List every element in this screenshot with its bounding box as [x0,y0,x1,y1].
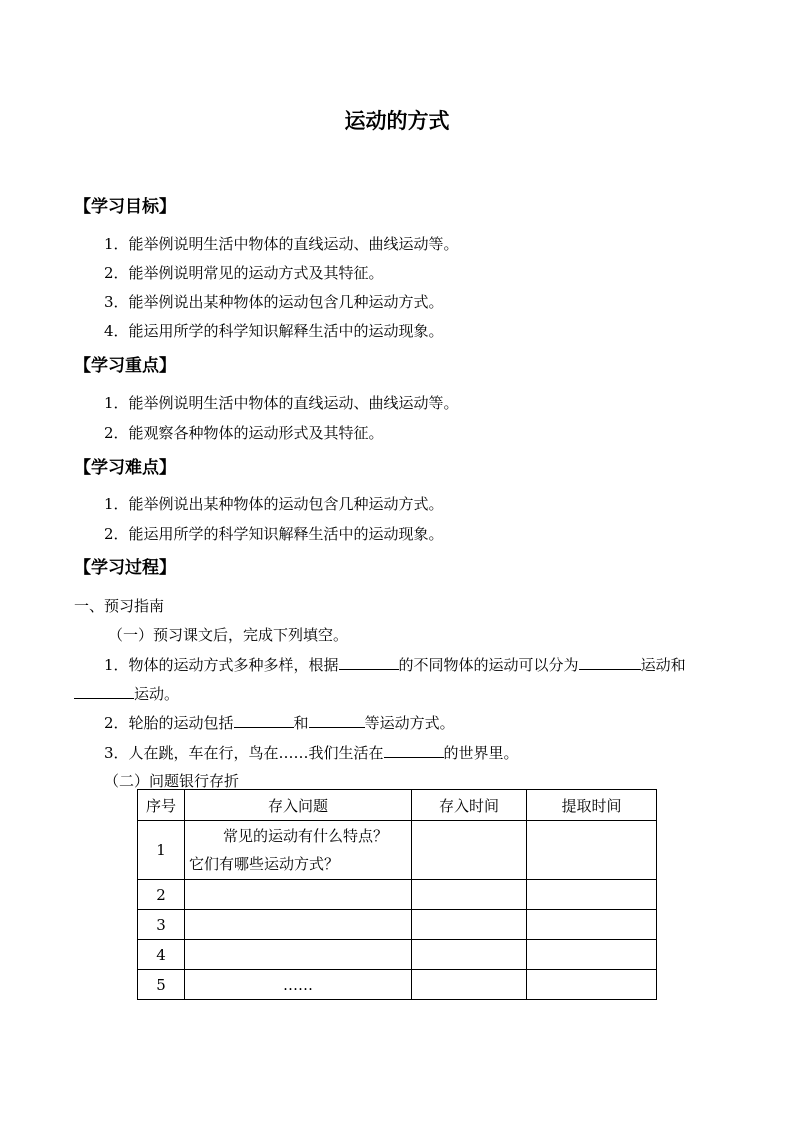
row-number: 5 [138,970,185,1000]
withdraw-time-cell[interactable] [527,880,657,910]
answer-blank[interactable] [579,655,641,670]
row-number: 3 [138,910,185,940]
question-2-text: 2．轮胎的运动包括 [104,714,234,732]
question-cell[interactable] [185,821,412,880]
row-number: 1 [138,821,185,880]
row-number: 2 [138,880,185,910]
page-title: 运动的方式 [344,108,450,133]
question-cell[interactable]: …… [185,970,412,1000]
table-row [138,910,657,940]
question-1-text: 运动。 [134,685,180,703]
answer-blank[interactable] [234,713,294,728]
objective-item: 4．能运用所学的科学知识解释生活中的运动现象。 [104,322,444,340]
answer-blank[interactable] [384,743,444,758]
question-1 [104,654,686,675]
key-point-item: 1．能举例说明生活中物体的直线运动、曲线运动等。 [104,394,459,412]
question-1-text: 1．物体的运动方式多种多样，根据 [104,656,339,674]
difficulties-heading: 【学习难点】 [74,458,176,478]
answer-blank[interactable] [339,655,399,670]
difficulty-item: 1．能举例说出某种物体的运动包含几种运动方式。 [104,495,444,513]
question-2-text: 和 [293,714,309,732]
key-points-heading: 【学习重点】 [74,356,176,376]
table-row [138,821,657,880]
header-cell: 提取时间 [527,790,657,821]
process-heading: 【学习过程】 [74,558,176,578]
deposit-time-cell[interactable] [412,880,527,910]
question-3-text: 3．人在跳，车在行，鸟在……我们生活在 [104,744,384,762]
question-1-text: 运动和 [640,656,686,674]
header-cell: 序号 [138,790,185,821]
row-number: 4 [138,940,185,970]
question-3 [104,742,519,763]
deposit-time-cell[interactable] [412,970,527,1000]
question-line: 它们有哪些运动方式？ [189,855,340,873]
answer-blank[interactable] [74,684,134,699]
question-bank-table [137,789,657,1000]
question-3-text: 的世界里。 [443,744,519,762]
withdraw-time-cell[interactable] [527,970,657,1000]
question-cell[interactable] [185,940,412,970]
table-row [138,970,657,1000]
table-row [138,880,657,910]
difficulty-item: 2．能运用所学的科学知识解释生活中的运动现象。 [104,525,444,543]
objective-item: 3．能举例说出某种物体的运动包含几种运动方式。 [104,293,444,311]
deposit-time-cell[interactable] [412,910,527,940]
question-1-continued [74,683,179,704]
question-line: 常见的运动有什么特点？ [223,827,389,845]
deposit-time-cell[interactable] [412,821,527,880]
deposit-time-cell[interactable] [412,940,527,970]
table-header-row [138,790,657,821]
header-cell: 存入时间 [412,790,527,821]
objectives-heading: 【学习目标】 [74,197,176,217]
question-2-text: 等运动方式。 [364,714,455,732]
question-bank-heading: （二）问题银行存折 [104,772,240,790]
question-cell[interactable] [185,880,412,910]
objective-item: 1．能举例说明生活中物体的直线运动、曲线运动等。 [104,235,459,253]
withdraw-time-cell[interactable] [527,910,657,940]
question-2 [104,712,455,733]
withdraw-time-cell[interactable] [527,821,657,880]
objective-item: 2．能举例说明常见的运动方式及其特征。 [104,264,384,282]
table-row [138,940,657,970]
fill-blanks-instruction: （一）预习课文后，完成下列填空。 [108,626,349,644]
preview-heading: 一、预习指南 [74,597,165,615]
withdraw-time-cell[interactable] [527,940,657,970]
key-point-item: 2．能观察各种物体的运动形式及其特征。 [104,424,384,442]
header-cell: 存入问题 [185,790,412,821]
question-cell[interactable] [185,910,412,940]
question-1-text: 的不同物体的运动可以分为 [398,656,579,674]
answer-blank[interactable] [309,713,365,728]
